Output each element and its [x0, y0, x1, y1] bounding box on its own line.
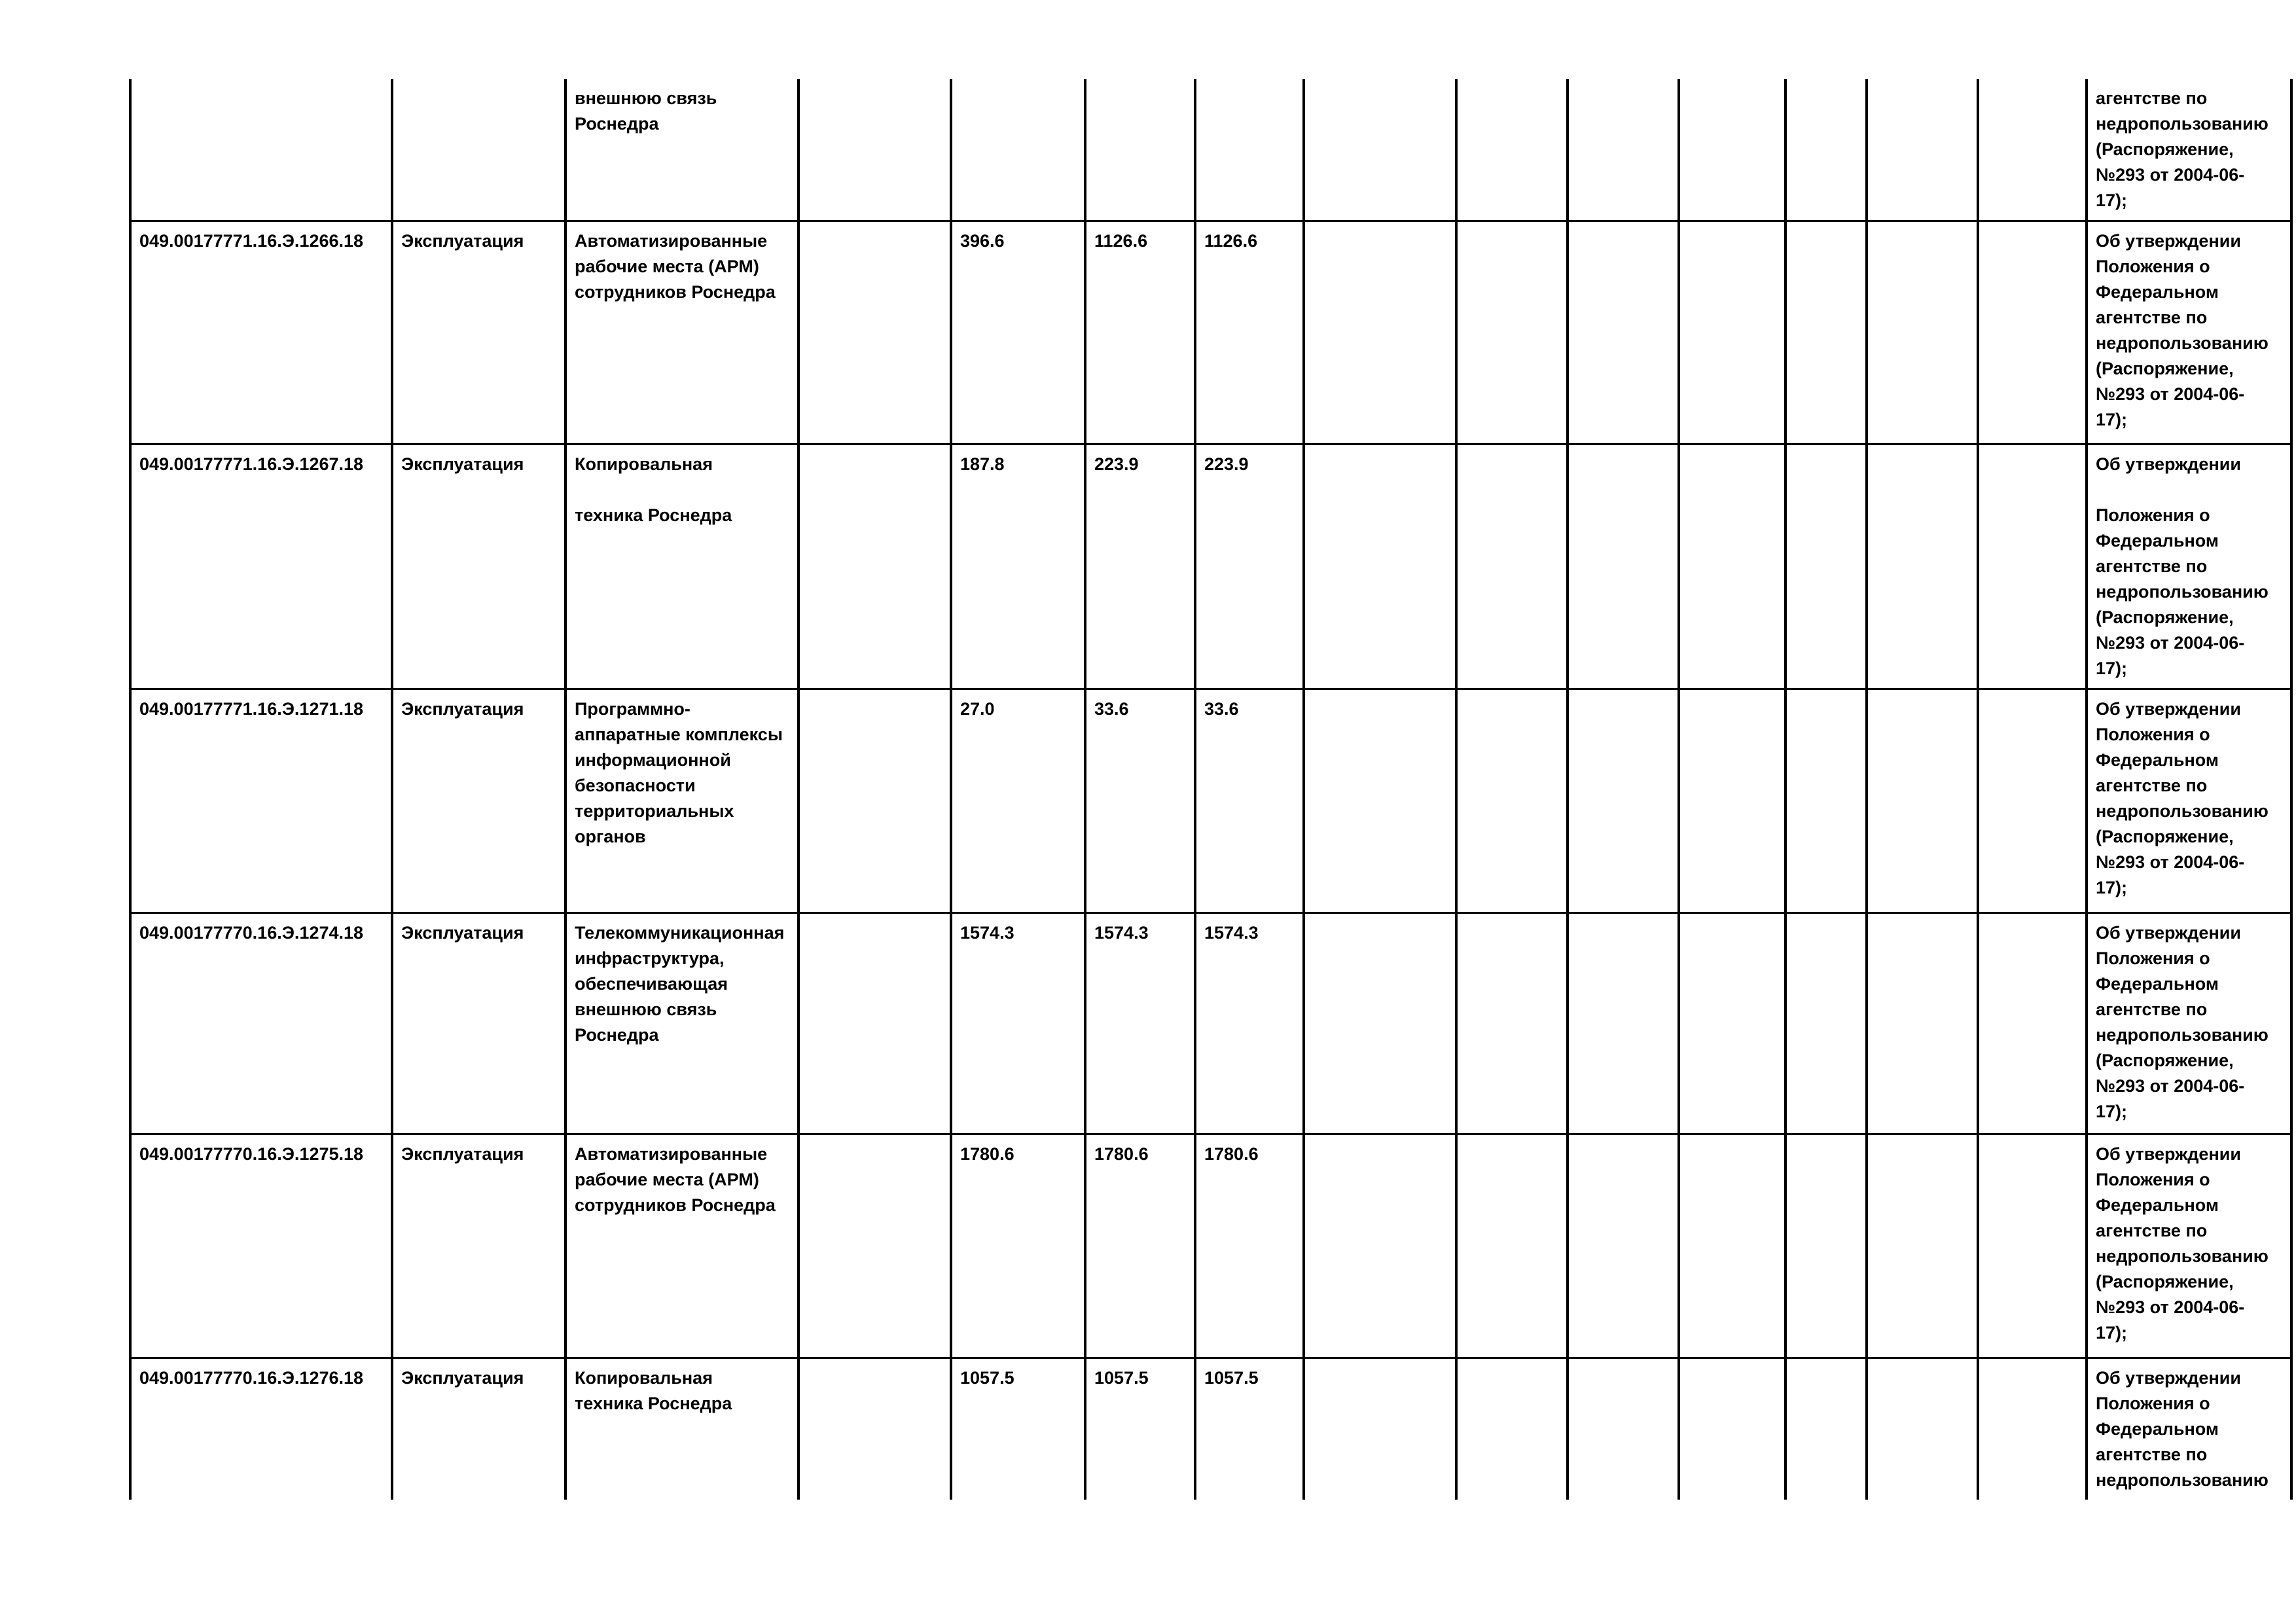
row-name: Копировальная техника Роснедра [565, 1358, 798, 1500]
row-value-3: 223.9 [1195, 444, 1304, 689]
table-row [130, 913, 2291, 1134]
row-basis: Об утверждении Положения о Федеральном агентстве по недропользованию (Распоряжение, №293 от 2004-06- 17); [2087, 221, 2291, 444]
row-code: 049.00177771.16.Э.1266.18 [130, 221, 392, 444]
row-value-1: 27.0 [951, 689, 1085, 913]
empty-cell [1304, 1134, 1456, 1358]
table-row [130, 689, 2291, 913]
empty-cell [1785, 79, 1867, 221]
row-name: Телекоммуникационная инфраструктура, обеспечивающая внешнюю связь Роснедра [565, 913, 798, 1134]
empty-cell [798, 689, 951, 913]
row-value-2: 1574.3 [1085, 913, 1195, 1134]
row-basis: агентстве по недропользованию (Распоряжение, №293 от 2004-06- 17); [2087, 79, 2291, 221]
row-name: Копировальная техника Роснедра [565, 444, 798, 689]
row-value-2: 33.6 [1085, 689, 1195, 913]
row-stage: Эксплуатация [392, 1134, 565, 1358]
empty-cell [1867, 444, 1978, 689]
row-stage: Эксплуатация [392, 221, 565, 444]
empty-cell [1867, 1134, 1978, 1358]
empty-cell [1978, 1134, 2087, 1358]
table-row [130, 1358, 2291, 1500]
table-row [130, 221, 2291, 444]
empty-cell [798, 444, 951, 689]
empty-cell [798, 79, 951, 221]
row-name: Автоматизированные рабочие места (АРМ) сотрудников Роснедра [565, 221, 798, 444]
empty-cell [1785, 1358, 1867, 1500]
row-value-1: 1574.3 [951, 913, 1085, 1134]
empty-cell [1867, 221, 1978, 444]
empty-cell [1679, 79, 1785, 221]
empty-cell [1867, 1358, 1978, 1500]
empty-cell [798, 221, 951, 444]
empty-cell [798, 1358, 951, 1500]
empty-cell [1785, 221, 1867, 444]
row-value-2: 1126.6 [1085, 221, 1195, 444]
row-value-1: 396.6 [951, 221, 1085, 444]
row-value-3: 33.6 [1195, 689, 1304, 913]
empty-cell [1456, 1134, 1568, 1358]
empty-cell [1867, 913, 1978, 1134]
empty-cell [1785, 1134, 1867, 1358]
row-value-3: 1780.6 [1195, 1134, 1304, 1358]
empty-cell [1568, 221, 1679, 444]
row-value-2: 1057.5 [1085, 1358, 1195, 1500]
empty-cell [798, 1134, 951, 1358]
row-stage: Эксплуатация [392, 1358, 565, 1500]
empty-cell [1304, 913, 1456, 1134]
table-row [130, 444, 2291, 689]
row-stage: Эксплуатация [392, 913, 565, 1134]
row-code: 049.00177770.16.Э.1275.18 [130, 1134, 392, 1358]
empty-cell [1978, 913, 2087, 1134]
empty-cell [1456, 689, 1568, 913]
empty-cell [1679, 913, 1785, 1134]
empty-cell [1867, 79, 1978, 221]
row-code: 049.00177770.16.Э.1274.18 [130, 913, 392, 1134]
table-row [130, 1134, 2291, 1358]
row-value-2: 223.9 [1085, 444, 1195, 689]
table-row [130, 79, 2291, 221]
empty-cell [1978, 1358, 2087, 1500]
empty-cell [1456, 1358, 1568, 1500]
empty-cell [1568, 79, 1679, 221]
row-name: внешнюю связь Роснедра [565, 79, 798, 221]
row-value-1: 1780.6 [951, 1134, 1085, 1358]
empty-cell [1679, 1134, 1785, 1358]
empty-cell [1978, 79, 2087, 221]
empty-cell [1978, 221, 2087, 444]
row-value-3: 1057.5 [1195, 1358, 1304, 1500]
empty-cell [1456, 444, 1568, 689]
empty-cell [1978, 689, 2087, 913]
row-code: 049.00177770.16.Э.1276.18 [130, 1358, 392, 1500]
empty-cell [1785, 444, 1867, 689]
row-stage: Эксплуатация [392, 444, 565, 689]
row-value-3: 1574.3 [1195, 913, 1304, 1134]
empty-cell [1304, 1358, 1456, 1500]
empty-cell [1456, 79, 1568, 221]
row-basis: Об утверждении Положения о Федеральном агентстве по недропользованию [2087, 1358, 2291, 1500]
empty-cell [1568, 1358, 1679, 1500]
row-basis: Об утверждении Положения о Федеральном агентстве по недропользованию (Распоряжение, №293 от 2004-06- 17); [2087, 444, 2291, 689]
empty-cell [1304, 689, 1456, 913]
row-basis: Об утверждении Положения о Федеральном агентстве по недропользованию (Распоряжение, №293 от 2004-06- 17); [2087, 913, 2291, 1134]
empty-cell [1304, 221, 1456, 444]
row-basis: Об утверждении Положения о Федеральном агентстве по недропользованию (Распоряжение, №293 от 2004-06- 17); [2087, 689, 2291, 913]
row-basis: Об утверждении Положения о Федеральном агентстве по недропользованию (Распоряжение, №293 от 2004-06- 17); [2087, 1134, 2291, 1358]
empty-cell [1867, 689, 1978, 913]
row-stage [392, 79, 565, 221]
empty-cell [1568, 689, 1679, 913]
row-value-1: 187.8 [951, 444, 1085, 689]
empty-cell [798, 913, 951, 1134]
row-value-1: 1057.5 [951, 1358, 1085, 1500]
empty-cell [1568, 913, 1679, 1134]
empty-cell [1568, 444, 1679, 689]
row-code [130, 79, 392, 221]
empty-cell [1679, 221, 1785, 444]
empty-cell [1679, 444, 1785, 689]
registry-table [129, 79, 2293, 1500]
row-code: 049.00177771.16.Э.1271.18 [130, 689, 392, 913]
empty-cell [1679, 689, 1785, 913]
empty-cell [1568, 1134, 1679, 1358]
empty-cell [1785, 913, 1867, 1134]
empty-cell [1679, 1358, 1785, 1500]
empty-cell [1304, 444, 1456, 689]
row-code: 049.00177771.16.Э.1267.18 [130, 444, 392, 689]
row-value-2 [1085, 79, 1195, 221]
row-stage: Эксплуатация [392, 689, 565, 913]
row-name: Программно- аппаратные комплексы информационной безопасности территориальных органов [565, 689, 798, 913]
row-value-3: 1126.6 [1195, 221, 1304, 444]
empty-cell [1456, 913, 1568, 1134]
row-value-2: 1780.6 [1085, 1134, 1195, 1358]
empty-cell [1785, 689, 1867, 913]
empty-cell [1304, 79, 1456, 221]
empty-cell [1456, 221, 1568, 444]
row-value-3 [1195, 79, 1304, 221]
row-name: Автоматизированные рабочие места (АРМ) сотрудников Роснедра [565, 1134, 798, 1358]
empty-cell [1978, 444, 2087, 689]
row-value-1 [951, 79, 1085, 221]
